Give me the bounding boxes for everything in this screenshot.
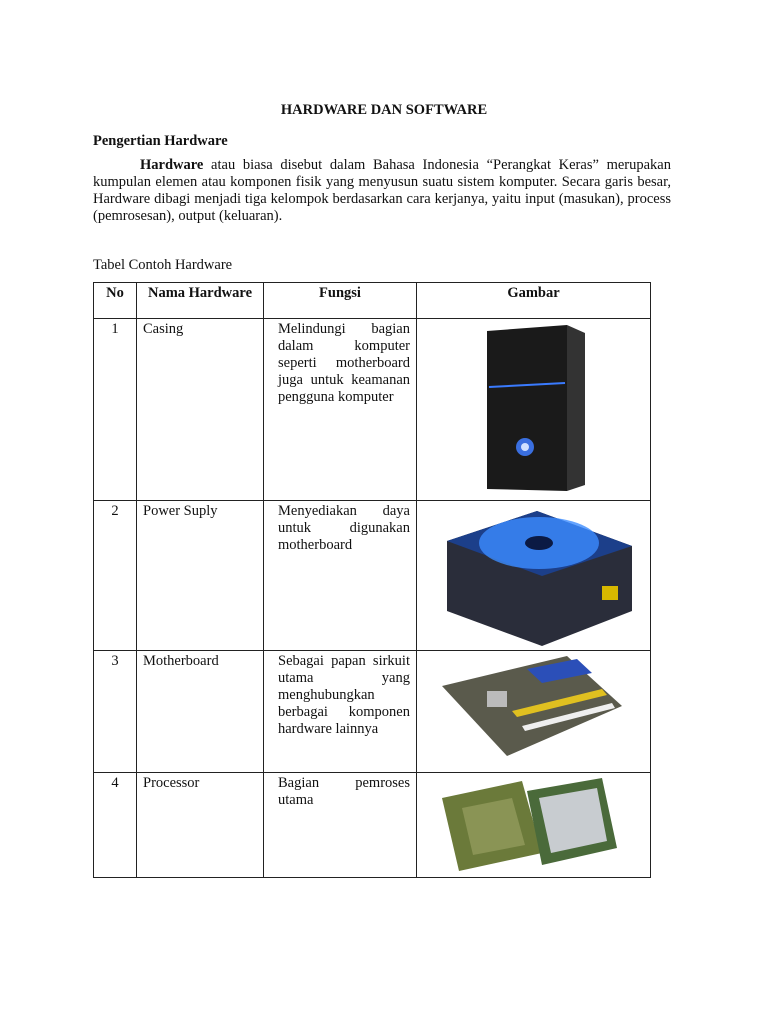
header-image: Gambar <box>417 283 651 319</box>
row-name: Casing <box>137 319 264 501</box>
header-function: Fungsi <box>264 283 417 319</box>
row-function: Menyediakan daya untuk digunakan motherboard <box>264 501 417 651</box>
paragraph-text: atau biasa disebut dalam Bahasa Indonesia “Perangkat Keras” merupakan kumpulan elemen atau komponen fisik yang menyusun suatu sistem komputer. Secara garis besar, Hardware dibagi menjadi tiga kelompok berdasarkan cara kerjanya, yaitu input (masukan), process (pemrosesan), output (keluaran). <box>93 157 671 224</box>
table-row <box>94 319 651 501</box>
document-title: HARDWARE DAN SOFTWARE <box>280 102 488 118</box>
bold-term: Hardware <box>140 157 204 173</box>
row-function: Sebagai papan sirkuit utama yang menghubungkan berbagai komponen hardware lainnya <box>264 651 417 773</box>
table-caption: Tabel Contoh Hardware <box>93 257 233 273</box>
row-image <box>417 501 651 651</box>
row-no: 1 <box>94 319 137 501</box>
row-no: 4 <box>94 773 137 878</box>
row-image <box>417 651 651 773</box>
row-no: 2 <box>94 501 137 651</box>
hardware-table <box>93 282 651 878</box>
row-function: Bagian pemroses utama <box>264 773 417 878</box>
power-supply-image <box>417 501 649 649</box>
table-row <box>94 651 651 773</box>
row-name: Processor <box>137 773 264 878</box>
table-header-row <box>94 283 651 319</box>
section-heading: Pengertian Hardware <box>93 133 228 149</box>
pc-case-image <box>417 319 649 499</box>
row-name: Power Suply <box>137 501 264 651</box>
header-name: Nama Hardware <box>137 283 264 319</box>
processor-image <box>417 773 649 876</box>
paragraph <box>93 157 671 225</box>
motherboard-image <box>417 651 649 771</box>
row-no: 3 <box>94 651 137 773</box>
row-image <box>417 773 651 878</box>
row-image <box>417 319 651 501</box>
table-row <box>94 501 651 651</box>
table-row <box>94 773 651 878</box>
row-function: Melindungi bagian dalam komputer seperti motherboard juga untuk keamanan pengguna komputer <box>264 319 417 501</box>
header-no: No <box>94 283 137 319</box>
row-name: Motherboard <box>137 651 264 773</box>
